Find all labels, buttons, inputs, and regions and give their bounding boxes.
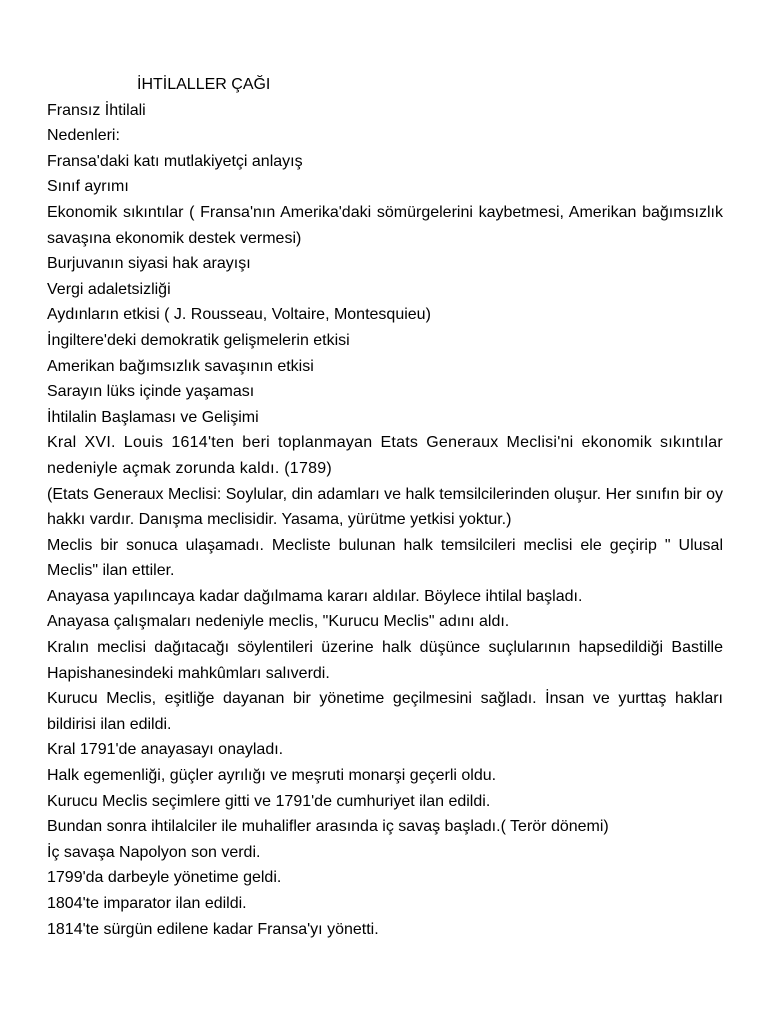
cause-enlightenment: Aydınların etkisi ( J. Rousseau, Voltaire, Montesquieu) — [47, 306, 431, 324]
heading-french-revolution: Fransız İhtilali — [47, 101, 146, 119]
line-constituent-assembly: Anayasa çalışmaları nedeniyle meclis, "Kurucu Meclis" adını aldı. — [47, 613, 510, 631]
cause-palace-luxury: Sarayın lüks içinde yaşaması — [47, 383, 255, 401]
paragraph-estates-general: Kral XVI. Louis 1614'ten beri toplanmayan Etats Generaux Meclisi'ni ekonomik sıkıntılar nedeniyle açmak zorunda kaldı. (1789) — [47, 434, 723, 477]
cause-american-war: Amerikan bağımsızlık savaşının etkisi — [47, 357, 314, 375]
line-exile-1814: 1814'te sürgün edilene kadar Fransa'yı yönetti. — [47, 920, 379, 938]
document-title: İHTİLALLER ÇAĞI — [137, 76, 271, 93]
line-emperor-1804: 1804'te imparator ilan edildi. — [47, 895, 247, 912]
cause-bourgeoisie: Burjuvanın siyasi hak arayışı — [47, 255, 251, 273]
line-civil-war: Bundan sonra ihtilalciler ile muhalifler arasında iç savaş başladı.( Terör dönemi) — [47, 818, 609, 836]
document-page — [47, 72, 723, 942]
line-coup-1799: 1799'da darbeyle yönetime geldi. — [47, 869, 282, 887]
paragraph-rights-declaration: Kurucu Meclis, eşitliğe dayanan bir yönetime geçilmesini sağladı. İnsan ve yurttaş hakları bildirisi ilan edildi. — [47, 690, 723, 733]
heading-beginning: İhtilalin Başlaması ve Gelişimi — [47, 408, 259, 426]
cause-absolutism: Fransa'daki katı mutlakiyetçi anlayış — [47, 152, 303, 170]
line-sovereignty: Halk egemenliği, güçler ayrılığı ve meşruti monarşi geçerli oldu. — [47, 767, 497, 785]
cause-tax-injustice: Vergi adaletsizliği — [47, 280, 171, 298]
cause-economic-troubles: Ekonomik sıkıntılar ( Fransa'nın Amerika'daki sömürgelerini kaybetmesi, Amerikan bağımsızlık savaşına ekonomik destek vermesi) — [47, 203, 723, 247]
heading-causes: Nedenleri: — [47, 127, 120, 145]
line-republic: Kurucu Meclis seçimlere gitti ve 1791'de cumhuriyet ilan edildi. — [47, 792, 491, 810]
cause-england: İngiltere'deki demokratik gelişmelerin etkisi — [47, 331, 350, 349]
line-king-constitution: Kral 1791'de anayasayı onayladı. — [47, 741, 284, 759]
cause-class-division: Sınıf ayrımı — [47, 178, 129, 196]
paragraph-estates-general-note: (Etats Generaux Meclisi: Soylular, din adamları ve halk temsilcilerinden oluşur. Her sınıfın bir oy hakkı vardır. Danışma meclisidir. Yasama, yürütme yetkisi yoktur.) — [47, 485, 723, 529]
paragraph-national-assembly: Meclis bir sonuca ulaşamadı. Mecliste bulunan halk temsilcileri meclisi ele geçirip " Ulusal Meclis" ilan ettiler. — [47, 536, 723, 580]
line-revolution-started: Anayasa yapılıncaya kadar dağılmama kararı aldılar. Böylece ihtilal başladı. — [47, 587, 583, 605]
line-napoleon: İç savaşa Napolyon son verdi. — [47, 843, 261, 861]
paragraph-bastille: Kralın meclisi dağıtacağı söylentileri üzerine halk düşünce suçlularının hapsedildiği Bastille Hapishanesindeki mahkûmları salıverdi. — [47, 639, 723, 682]
